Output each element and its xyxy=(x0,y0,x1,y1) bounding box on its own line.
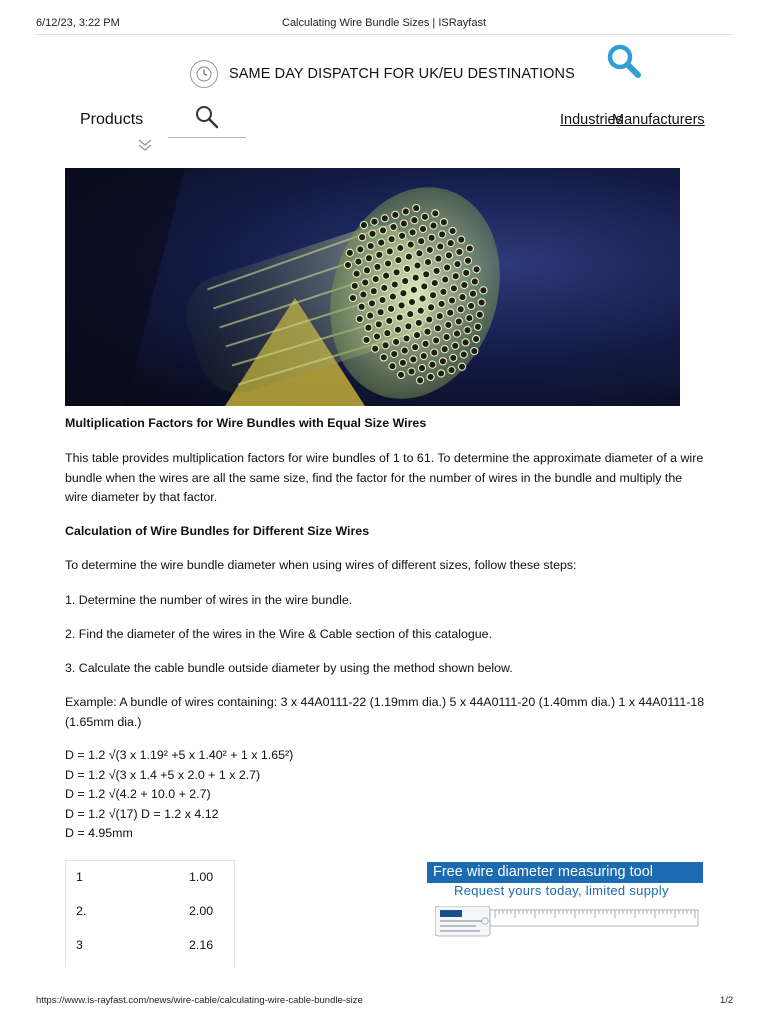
formula-line: D = 1.2 √(3 x 1.19² +5 x 1.40² + 1 x 1.65²) xyxy=(65,748,294,762)
paragraph-text: To determine the wire bundle diameter when using wires of different sizes, follow these steps: xyxy=(65,558,577,572)
nav-search-underline xyxy=(168,137,246,138)
print-date: 6/12/23, 3:22 PM xyxy=(36,17,120,29)
tool-ad-title: Free wire diameter measuring tool xyxy=(427,862,703,883)
formula-line: D = 1.2 √(17) D = 1.2 x 4.12 xyxy=(65,806,219,821)
wire-count-cell: 1 xyxy=(76,870,83,884)
heading-different-size-wires xyxy=(65,522,705,542)
wire-count-cell: 3 xyxy=(76,938,83,952)
dispatch-banner xyxy=(190,60,575,88)
print-page-number: 1/2 xyxy=(720,995,734,1006)
paragraph-steps-intro xyxy=(65,556,705,576)
print-page-title: Calculating Wire Bundle Sizes | ISRayfast xyxy=(282,17,486,29)
nav-industries[interactable]: Industries xyxy=(560,112,623,128)
wire-count-cell: 2. xyxy=(76,904,87,918)
formula-line: D = 1.2 √(4.2 + 10.0 + 2.7) xyxy=(65,787,211,801)
example-text: Example: A bundle of wires containing: 3 x 44A0111-22 (1.19mm dia.) 5 x 44A0111-20 (1.40mm dia.) 1 x 44A0111-18 (1.65mm dia.) xyxy=(65,695,705,729)
formula-line: D = 1.2 √(3 x 1.4 +5 x 2.0 + 1 x 2.7) xyxy=(65,767,261,782)
step-1 xyxy=(65,591,705,611)
step-3 xyxy=(65,659,705,679)
factor-cell: 1.00 xyxy=(189,870,214,884)
section-heading: Multiplication Factors for Wire Bundles with Equal Size Wires xyxy=(65,416,427,430)
heading-equal-size-wires xyxy=(65,414,705,434)
formula-line: D = 4.95mm xyxy=(65,826,133,840)
formula-block xyxy=(65,746,705,844)
factor-cell: 2.00 xyxy=(189,904,214,918)
nav-manufacturers[interactable]: Manufacturers xyxy=(612,112,705,128)
step-text: 3. Calculate the cable bundle outside diameter by using the method shown below. xyxy=(65,661,513,675)
nav-products[interactable]: Products xyxy=(80,111,144,128)
dispatch-clock-icon xyxy=(190,60,218,88)
section-heading: Calculation of Wire Bundles for Different Size Wires xyxy=(65,524,370,538)
paragraph-equal-size-wires xyxy=(65,449,705,508)
chevron-down-icon[interactable] xyxy=(137,137,153,153)
free-measuring-tool-ad[interactable] xyxy=(427,862,707,942)
multiplication-factor-table xyxy=(65,860,235,966)
tool-ad-subtitle: Request yours today, limited supply xyxy=(454,883,669,898)
search-icon[interactable] xyxy=(604,42,644,82)
step-text: 2. Find the diameter of the wires in the Wire & Cable section of this catalogue. xyxy=(65,627,493,641)
header-divider xyxy=(36,34,732,35)
measuring-ruler-graphic xyxy=(435,906,700,938)
step-text: 1. Determine the number of wires in the wire bundle. xyxy=(65,593,353,607)
nav-search-icon[interactable] xyxy=(194,104,220,130)
example-paragraph xyxy=(65,693,705,732)
hero-image-wire-bundle xyxy=(65,168,680,406)
factor-cell: 2.16 xyxy=(189,938,214,952)
paragraph-text: This table provides multiplication factors for wire bundles of 1 to 61. To determine the approximate diameter of a wire bundle when the wires are all the same size, find the factor for the number of wires in the bundle and multiply the wire diameter by that factor. xyxy=(65,451,704,504)
step-2 xyxy=(65,625,705,645)
dispatch-banner-text: SAME DAY DISPATCH FOR UK/EU DESTINATIONS xyxy=(229,66,575,82)
print-footer-url: https://www.is-rayfast.com/news/wire-cable/calculating-wire-cable-bundle-size xyxy=(36,995,363,1006)
